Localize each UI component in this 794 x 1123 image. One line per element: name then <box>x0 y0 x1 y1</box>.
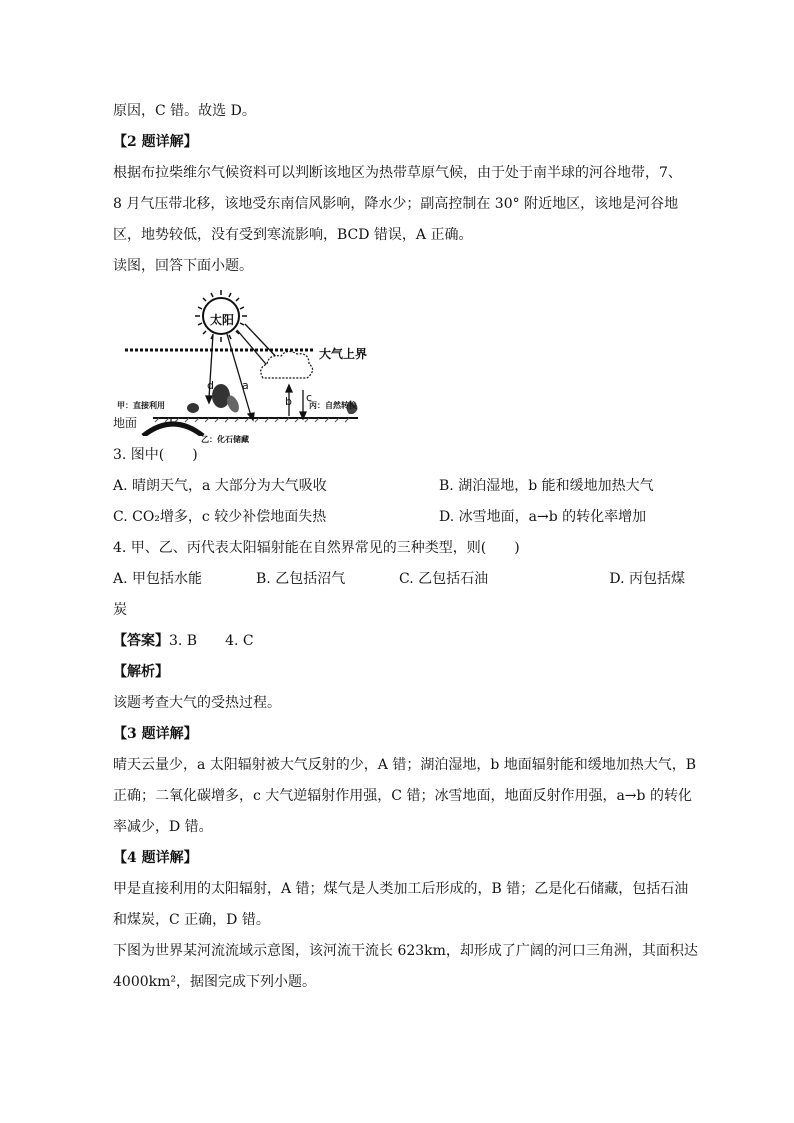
instruction-text: 读图，回答下面小题。 <box>113 258 253 274</box>
ray-label-c: c <box>306 391 313 404</box>
text-line: 和煤炭，C 正确，D 错。 <box>113 912 270 928</box>
answer-label: 【答案】 <box>113 633 169 649</box>
fossil-deposit-icon <box>143 424 203 436</box>
text-line: 区，地势较低，没有受到寒流影响，BCD 错误，A 正确。 <box>113 227 473 243</box>
bing-label: 丙：自然转换 <box>309 401 357 410</box>
answer-line <box>113 626 685 657</box>
ray-label-d: d <box>207 379 214 392</box>
option-d: D. 冰雪地面，a→b 的转化率增加 <box>439 509 647 525</box>
question-stem: 3. 图中( ) <box>113 447 198 463</box>
radiation-diagram <box>113 286 685 444</box>
text-line: 率减少，D 错。 <box>113 819 213 835</box>
analysis-text: 该题考查大气的受热过程。 <box>113 695 281 711</box>
text-line: 原因，C 错。故选 D。 <box>113 103 256 119</box>
text-line: 8 月气压带北移，该地受东南信风影响，降水少；副高控制在 30° 附近地区，该地是河谷地 <box>113 196 679 212</box>
option-b: B. 乙包括沼气 <box>256 571 346 587</box>
option-d: D. 丙包括煤 <box>609 571 685 587</box>
analysis-heading: 【解析】 <box>113 664 169 680</box>
question-options <box>113 471 685 502</box>
jia-label: 甲：直接利用 <box>117 401 165 410</box>
text-line: 晴天云量少，a 太阳辐射被大气反射的少，A 错；湖泊湿地，b 地面辐射能和缓地加热大气，B <box>113 757 697 773</box>
text-line: 根据布拉柴维尔气候资料可以判断该地区为热带草原气候，由于处于南半球的河谷地带，7、 <box>113 165 682 181</box>
sun-label: 太阳 <box>210 313 235 327</box>
option-d-continuation: 炭 <box>113 602 127 618</box>
ray-label-a: a <box>242 379 249 392</box>
text-line: 甲是直接利用的太阳辐射，A 错；煤气是人类加工后形成的，B 错；乙是化石储藏，包括石油 <box>113 881 689 897</box>
document-body <box>113 96 698 998</box>
text-line: 下图为世界某河流流域示意图，该河流干流长 623km，却形成了广阔的河口三角洲，其面积达 <box>113 943 698 959</box>
section-heading: 【3 题详解】 <box>113 726 198 742</box>
section-heading: 【2 题详解】 <box>113 134 198 150</box>
option-c: C. CO₂增多，c 较少补偿地面失热 <box>113 509 327 525</box>
ray-label-b: b <box>285 395 292 408</box>
question-options <box>113 564 685 595</box>
cloud-icon <box>261 351 313 378</box>
ground-label: 地面 <box>113 416 138 430</box>
option-a: A. 甲包括水能 <box>113 571 203 587</box>
text-line: 正确；二氧化碳增多，c 大气逆辐射作用强，C 错；冰雪地面，地面反射作用强，a→b 的转化 <box>113 788 692 804</box>
question-options <box>113 502 685 533</box>
question-stem: 4. 甲、乙、丙代表太阳辐射能在自然界常见的三种类型，则( ) <box>113 540 520 556</box>
yi-label: 乙：化石储藏 <box>201 435 249 444</box>
text-line: 4000km²，据图完成下列小题。 <box>113 974 316 990</box>
option-a: A. 晴朗天气，a 大部分为大气吸收 <box>113 478 327 494</box>
plant-icon <box>187 384 241 414</box>
option-c: C. 乙包括石油 <box>399 571 489 587</box>
option-b: B. 湖泊湿地，b 能和缓地加热大气 <box>439 478 654 494</box>
section-heading: 【4 题详解】 <box>113 850 198 866</box>
answer-text: 3. B 4. C <box>169 633 254 649</box>
atmosphere-top-label: 大气上界 <box>319 347 368 361</box>
